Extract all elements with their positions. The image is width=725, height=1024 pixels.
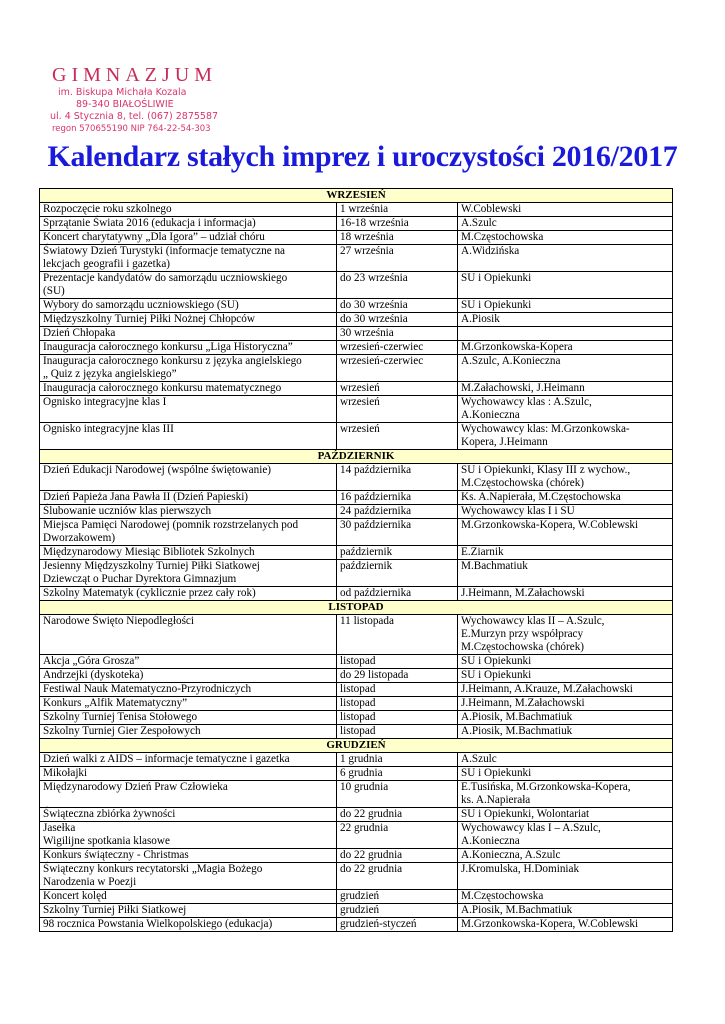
responsible-cell: J.Heimann, A.Krauze, M.Załachowski (458, 683, 673, 697)
responsible-cell: A.Piosik (458, 313, 673, 327)
event-cell: Konkurs świąteczny - Christmas (40, 849, 337, 863)
responsible-cell (458, 327, 673, 341)
event-cell: Inauguracja całorocznego konkursu „Liga Historyczna” (40, 341, 337, 355)
event-cell: Akcja „Góra Grosza” (40, 655, 337, 669)
date-cell: 24 października (337, 505, 458, 519)
date-cell: wrzesień (337, 382, 458, 396)
date-cell: 27 września (337, 245, 458, 272)
date-cell: październik (337, 560, 458, 587)
date-cell: 16 października (337, 491, 458, 505)
responsible-cell: M.Grzonkowska-Kopera, W.Coblewski (458, 918, 673, 932)
responsible-cell: M.Częstochowska (458, 890, 673, 904)
events-table (39, 188, 673, 932)
table-row (40, 918, 673, 932)
table-row (40, 711, 673, 725)
date-cell: 16-18 września (337, 217, 458, 231)
table-row (40, 313, 673, 327)
event-cell: Międzynarodowy Dzień Praw Człowieka (40, 781, 337, 808)
responsible-cell: SU i Opiekunki (458, 299, 673, 313)
event-cell: Szkolny Turniej Gier Zespołowych (40, 725, 337, 739)
responsible-cell: W.Coblewski (458, 203, 673, 217)
table-row (40, 683, 673, 697)
date-cell: 11 listopada (337, 615, 458, 655)
responsible-cell: Ks. A.Napierała, M.Częstochowska (458, 491, 673, 505)
responsible-cell: M.Grzonkowska-Kopera (458, 341, 673, 355)
stamp-address: ul. 4 Stycznia 8, tel. (067) 2875587 (50, 111, 219, 122)
date-cell: grudzień (337, 904, 458, 918)
date-cell: wrzesień (337, 396, 458, 423)
table-row (40, 546, 673, 560)
table-row (40, 669, 673, 683)
responsible-cell: SU i Opiekunki (458, 669, 673, 683)
date-cell: 1 września (337, 203, 458, 217)
table-row (40, 355, 673, 382)
date-cell: grudzień-styczeń (337, 918, 458, 932)
month-name: GRUDZIEŃ (40, 739, 673, 753)
responsible-cell: A.Piosik, M.Bachmatiuk (458, 711, 673, 725)
table-row (40, 904, 673, 918)
responsible-cell: M.Częstochowska (458, 231, 673, 245)
table-row (40, 299, 673, 313)
event-cell: Inauguracja całorocznego konkursu z języka angielskiego „ Quiz z języka angielskiego” (40, 355, 337, 382)
date-cell: listopad (337, 655, 458, 669)
table-row (40, 587, 673, 601)
event-cell: Międzynarodowy Miesiąc Bibliotek Szkolnych (40, 546, 337, 560)
date-cell: do 22 grudnia (337, 863, 458, 890)
event-cell: Festiwal Nauk Matematyczno-Przyrodniczych (40, 683, 337, 697)
month-header-row (40, 601, 673, 615)
event-cell: Koncert kolęd (40, 890, 337, 904)
responsible-cell: A.Szulc (458, 753, 673, 767)
responsible-cell: Wychowawcy klas I i SU (458, 505, 673, 519)
table-row (40, 808, 673, 822)
responsible-cell: Wychowawcy klas I – A.Szulc, A.Konieczna (458, 822, 673, 849)
date-cell: do 22 grudnia (337, 808, 458, 822)
table-row (40, 505, 673, 519)
stamp-regon-nip: regon 570655190 NIP 764-22-54-303 (52, 124, 211, 134)
table-row (40, 464, 673, 491)
event-cell: Dzień Edukacji Narodowej (wspólne świętowanie) (40, 464, 337, 491)
event-cell: Miejsca Pamięci Narodowej (pomnik rozstrzelanych pod Dworzakowem) (40, 519, 337, 546)
table-row (40, 519, 673, 546)
table-row (40, 655, 673, 669)
event-cell: Ognisko integracyjne klas III (40, 423, 337, 450)
responsible-cell: A.Piosik, M.Bachmatiuk (458, 904, 673, 918)
responsible-cell: M.Grzonkowska-Kopera, W.Coblewski (458, 519, 673, 546)
responsible-cell: Wychowawcy klas : A.Szulc, A.Konieczna (458, 396, 673, 423)
event-cell: Inauguracja całorocznego konkursu matematycznego (40, 382, 337, 396)
table-row (40, 396, 673, 423)
event-cell: Prezentacje kandydatów do samorządu uczniowskiego (SU) (40, 272, 337, 299)
date-cell: 14 października (337, 464, 458, 491)
event-cell: Rozpoczęcie roku szkolnego (40, 203, 337, 217)
table-row (40, 781, 673, 808)
event-cell: Koncert charytatywny „Dla Igora” – udział chóru (40, 231, 337, 245)
event-cell: Jasełka Wigilijne spotkania klasowe (40, 822, 337, 849)
date-cell: 1 grudnia (337, 753, 458, 767)
date-cell: listopad (337, 725, 458, 739)
event-cell: Mikołajki (40, 767, 337, 781)
event-cell: Dzień Papieża Jana Pawła II (Dzień Papieski) (40, 491, 337, 505)
date-cell: wrzesień-czerwiec (337, 355, 458, 382)
month-header-row (40, 450, 673, 464)
month-header-row (40, 189, 673, 203)
event-cell: Ślubowanie uczniów klas pierwszych (40, 505, 337, 519)
table-row (40, 697, 673, 711)
date-cell: 10 grudnia (337, 781, 458, 808)
responsible-cell: A.Konieczna, A.Szulc (458, 849, 673, 863)
date-cell: 30 października (337, 519, 458, 546)
responsible-cell: SU i Opiekunki (458, 272, 673, 299)
table-row (40, 615, 673, 655)
event-cell: Międzyszkolny Turniej Piłki Nożnej Chłopców (40, 313, 337, 327)
responsible-cell: SU i Opiekunki, Klasy III z wychow., M.Częstochowska (chórek) (458, 464, 673, 491)
date-cell: listopad (337, 683, 458, 697)
event-cell: Jesienny Międzyszkolny Turniej Piłki Siatkowej Dziewcząt o Puchar Dyrektora Gimnazjum (40, 560, 337, 587)
month-name: WRZESIEŃ (40, 189, 673, 203)
stamp-school-name: GIMNAZJUM (52, 64, 217, 86)
date-cell: 22 grudnia (337, 822, 458, 849)
event-cell: Dzień walki z AIDS – informacje tematyczne i gazetka (40, 753, 337, 767)
responsible-cell: E.Tusińska, M.Grzonkowska-Kopera, ks. A.Napierała (458, 781, 673, 808)
date-cell: 18 września (337, 231, 458, 245)
responsible-cell: M.Bachmatiuk (458, 560, 673, 587)
date-cell: wrzesień-czerwiec (337, 341, 458, 355)
table-row (40, 767, 673, 781)
month-header-row (40, 739, 673, 753)
page-title: Kalendarz stałych imprez i uroczystości 2016/2017 (47, 140, 678, 173)
table-row (40, 382, 673, 396)
table-row (40, 753, 673, 767)
responsible-cell: Wychowawcy klas: M.Grzonkowska- Kopera, J.Heimann (458, 423, 673, 450)
date-cell: 30 września (337, 327, 458, 341)
event-cell: Ognisko integracyjne klas I (40, 396, 337, 423)
event-cell: Świąteczna zbiórka żywności (40, 808, 337, 822)
date-cell: październik (337, 546, 458, 560)
responsible-cell: A.Piosik, M.Bachmatiuk (458, 725, 673, 739)
stamp-patron: im. Biskupa Michała Kozala (58, 87, 187, 98)
responsible-cell: A.Widzińska (458, 245, 673, 272)
table-row (40, 849, 673, 863)
event-cell: Światowy Dzień Turystyki (informacje tematyczne na lekcjach geografii i gazetka) (40, 245, 337, 272)
event-cell: Andrzejki (dyskoteka) (40, 669, 337, 683)
responsible-cell: J.Kromulska, H.Dominiak (458, 863, 673, 890)
event-cell: Wybory do samorządu uczniowskiego (SU) (40, 299, 337, 313)
month-name: PAŹDZIERNIK (40, 450, 673, 464)
stamp-city: 89-340 BIAŁOŚLIWIE (76, 99, 174, 110)
table-row (40, 231, 673, 245)
table-row (40, 725, 673, 739)
date-cell: do 29 listopada (337, 669, 458, 683)
school-stamp (48, 64, 238, 135)
responsible-cell: SU i Opiekunki (458, 767, 673, 781)
event-cell: Dzień Chłopaka (40, 327, 337, 341)
date-cell: 6 grudnia (337, 767, 458, 781)
table-row (40, 560, 673, 587)
event-cell: Świąteczny konkurs recytatorski „Magia Bożego Narodzenia w Poezji (40, 863, 337, 890)
event-cell: Szkolny Turniej Tenisa Stołowego (40, 711, 337, 725)
responsible-cell: Wychowawcy klas II – A.Szulc, E.Murzyn przy współpracy M.Częstochowska (chórek) (458, 615, 673, 655)
event-cell: 98 rocznica Powstania Wielkopolskiego (edukacja) (40, 918, 337, 932)
event-cell: Sprzątanie Świata 2016 (edukacja i informacja) (40, 217, 337, 231)
responsible-cell: SU i Opiekunki, Wolontariat (458, 808, 673, 822)
events-table-body (40, 189, 673, 932)
responsible-cell: M.Załachowski, J.Heimann (458, 382, 673, 396)
responsible-cell: J.Heimann, M.Załachowski (458, 587, 673, 601)
event-cell: Szkolny Turniej Piłki Siatkowej (40, 904, 337, 918)
date-cell: grudzień (337, 890, 458, 904)
responsible-cell: A.Szulc (458, 217, 673, 231)
table-row (40, 423, 673, 450)
date-cell: do 23 września (337, 272, 458, 299)
date-cell: listopad (337, 697, 458, 711)
responsible-cell: SU i Opiekunki (458, 655, 673, 669)
table-row (40, 341, 673, 355)
date-cell: wrzesień (337, 423, 458, 450)
date-cell: do 22 grudnia (337, 849, 458, 863)
table-row (40, 217, 673, 231)
event-cell: Konkurs „Alfik Matematyczny” (40, 697, 337, 711)
table-row (40, 491, 673, 505)
event-cell: Narodowe Święto Niepodległości (40, 615, 337, 655)
date-cell: do 30 września (337, 313, 458, 327)
table-row (40, 822, 673, 849)
date-cell: listopad (337, 711, 458, 725)
responsible-cell: A.Szulc, A.Konieczna (458, 355, 673, 382)
table-row (40, 890, 673, 904)
table-row (40, 863, 673, 890)
date-cell: od października (337, 587, 458, 601)
responsible-cell: J.Heimann, M.Załachowski (458, 697, 673, 711)
table-row (40, 203, 673, 217)
date-cell: do 30 września (337, 299, 458, 313)
table-row (40, 272, 673, 299)
event-cell: Szkolny Matematyk (cyklicznie przez cały rok) (40, 587, 337, 601)
month-name: LISTOPAD (40, 601, 673, 615)
table-row (40, 327, 673, 341)
table-row (40, 245, 673, 272)
responsible-cell: E.Ziarnik (458, 546, 673, 560)
